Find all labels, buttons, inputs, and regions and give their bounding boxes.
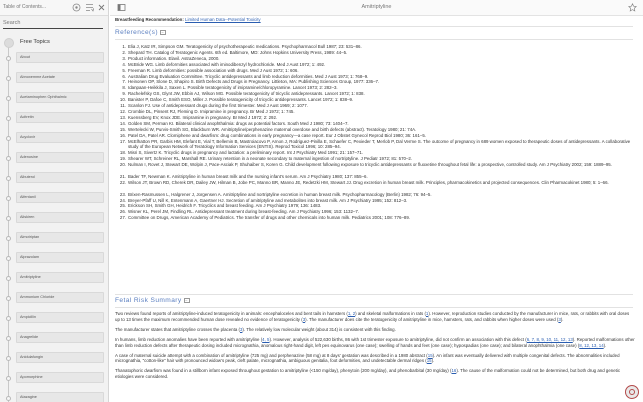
reference-item: 8. Idanpaan-Heikkila J, Saxen L. Possible teratogenicity of imipramine/chloropyramine. Lancet 1973; 2: 282–3. xyxy=(122,85,338,91)
citation-link[interactable]: 4, 5 xyxy=(262,336,270,342)
star-icon[interactable] xyxy=(628,3,637,12)
reference-item: 7. Heinonen OP, Slone D, Shapiro S. Birth Defects and Drugs in Pregnancy. Littleton, MA: Publishing Sciences Group, 1977: 336–7. xyxy=(122,79,380,85)
reference-item: 5. Freeman R. Limb deformities: possible association with drugs. Med J Aust 1972; 1: 606. xyxy=(122,67,299,73)
citation-link[interactable]: 6, 7, 8, 9, 10, 11, 12, 13 xyxy=(526,336,573,342)
floating-action-button[interactable] xyxy=(625,385,639,399)
citation-link[interactable]: 15 xyxy=(426,358,432,364)
toc-item[interactable]: Alprazolam xyxy=(16,252,104,263)
node-dot-icon xyxy=(6,296,11,301)
node-dot-icon xyxy=(6,236,11,241)
toc-item[interactable]: About xyxy=(16,52,104,63)
toc-title: Table of Contents... xyxy=(3,4,47,10)
reference-item: 16. Patel DA, Patel AR. Clomiphene and dwarfism: drug combinations in early pregnancy—a case report. Eur J Obstet Gynecol Reprod Biol 1980; 36: 161–5. xyxy=(119,132,426,138)
toc-item[interactable]: Alfentanil xyxy=(16,192,104,203)
reference-item: 20. Nulman I, Rovet J, Stewart DE, Wolpin J, Pace-Asciak P, Shuhaiber S, Koren G. Child development following exposure to tricyclic antidepressants or fluoxetine throughout fetal life: a prospective, controlled study. Am J Psychiatry 2002; 159: 1889–95. xyxy=(119,162,612,168)
reference-item: 12. Crombie DL, Pinsent RJ, Fleming D. Imipramine in pregnancy. Br Med J 1972; 1: 745. xyxy=(119,108,295,114)
page-title: Amitriptyline xyxy=(361,4,392,10)
toc-item[interactable]: Apomorphine xyxy=(16,372,104,383)
divider xyxy=(115,307,633,308)
toc-item[interactable]: Abnoxemme Acetate xyxy=(16,72,104,83)
reference-item: 1. Elia J, Katz IR, Simpson GM. Teratogenicity of psychotherapeutic medications. Psychopharmacol Bull 1987; 23: 531–86. xyxy=(122,44,362,49)
reference-item: 18. Misri S, Sivertz K. Tricyclic drugs in pregnancy and lactation: a preliminary report. Int J Psychiatry Med 1991; 21: 157–71. xyxy=(119,150,364,156)
divider xyxy=(115,39,633,40)
help-icon xyxy=(629,389,635,395)
toc-item[interactable]: Acitretin xyxy=(16,112,104,123)
reference-item: 22. Wilson JT, Brown RD, Cherek DR, Dailey JW, Hilman B, Jobe PC, Manno BR, Manno JE, Redetzki HM, Stewart JJ. Drug excretion in human breast milk. Principles, pharmacokinetics and projected consequences. Clin Pharmacokinet 1980; 5: 1–66. xyxy=(119,179,609,185)
reference-item: 21. Bader TF, Newman K. Amitriptyline in human breast milk and the nursing infant's serum. Am J Psychiatry 1980; 137: 855–6. xyxy=(119,173,368,179)
divider xyxy=(115,294,633,295)
fetal-paragraph: In humans, limb reduction anomalies have been reported with amitriptyline (4, 5). However, analysis of 522,630 births, 86 with 1st trimester exposure to amitriptyline, did not confirm an association with this defect (6, 7, 8, 9, 10, 11, 12, 13). Reported malformations other than limb reduction defects after therapeutic dosing included micrognathia, anomalous right-hand digit, left pes equinovarus (one case); swelling of hands and feet (one case); hypospadias (one case); and bilateral anophthalmia (one case) (8, 12, 13, 14). xyxy=(115,336,635,348)
references-heading: Reference(s) − xyxy=(115,29,165,36)
node-dot-icon xyxy=(6,156,11,161)
reference-item: 3. Product information. Elavil. AstraZeneca, 2000. xyxy=(122,55,220,61)
fetal-paragraph: A case of maternal suicide attempt with a combination of amitriptyline (725 mg) and perphenazine (58 mg) at 8 days' gestation was described in a 1980 abstract (15). An infant was eventually delivered with multiple congenital defects. The abnormalities included micrognathia, "cotton-like" hair with pronounced widow's peak, cleft palate, micrognathia, ambiguous genitalia, foot deformities, and undetectable dermal ridges (15). xyxy=(115,352,620,364)
table-of-contents-pane xyxy=(0,0,109,402)
references-list xyxy=(115,44,635,221)
document-toolbar xyxy=(110,0,643,16)
toc-item[interactable]: Ammonium Chloride xyxy=(16,292,104,303)
reference-item: 2. Shepard TH. Catalog of Teratogenic Agents. 6th ed. Baltimore, MD: Johns Hopkins University Press, 1989: 44–5. xyxy=(122,49,348,55)
expand-toggle-icon[interactable] xyxy=(4,38,14,48)
bookmark-icon[interactable] xyxy=(72,3,81,12)
toc-item[interactable]: Albuterol xyxy=(16,172,104,183)
citation-link[interactable]: 1, 2 xyxy=(347,311,356,316)
node-dot-icon xyxy=(6,376,11,381)
node-dot-icon xyxy=(6,356,11,361)
reference-item: 13. Kuenssberg EV, Knox JDE. Imipramine in pregnancy. Br Med J 1972; 2: 292. xyxy=(119,114,278,120)
node-dot-icon xyxy=(6,196,11,201)
breastfeeding-link[interactable]: Limited Human Data--Potential Toxicity xyxy=(185,17,261,22)
reference-item: 25. Erickson SH, Smith GH, Heidrich F. Tricyclics and breast feeding. Am J Psychiatry 1979; 136: 1483. xyxy=(119,203,322,209)
fetal-paragraph: The manufacturer states that amitriptyline crosses the placenta (3). The relatively low molecular weight (about 314) is consistent with this finding. xyxy=(115,326,396,332)
reference-item: 17. McElhatton PR, Garbis HM, Elefant E, Vial T, Bellemin B, Mastroiacovo P, Arnon J, Rodriguez-Pinilla E, Schaefer C, Pexieder T, Merlob P, Dal Verme S. The outcome of pregnancy in 689 women exposed to therapeutic doses of antidepressants. A collaborative study of the European Network of Teratology Information Services (ENTIS). Reprod Toxicol 1996; 10: 285–94. xyxy=(119,138,631,150)
toc-item[interactable]: Aliskiren xyxy=(16,212,104,223)
reference-item: 6. Australian Drug Evaluation Committee. Tricyclic antidepressants and limb reduction deformities. Med J Aust 1973; 1: 768–9. xyxy=(122,73,369,79)
toc-item[interactable]: Almotriptan xyxy=(16,232,104,243)
node-dot-icon xyxy=(6,316,11,321)
citation-link[interactable]: 3 xyxy=(558,316,561,322)
reference-item: 14. Golden SM, Perman KI. Bilateral clinical anophthalmia: drugs as potential factors. South Med J 1980; 73: 1404–7. xyxy=(119,120,349,126)
reference-item: 23. Brixen-Rasmussen L, Halgrener J, Jorgensen A. Amitriptyline and nortriptyline excretion in human breast milk. Psychopharmacology (Berlin) 1982; 76: 94–5. xyxy=(119,191,432,197)
search-row xyxy=(0,16,109,30)
document-pane xyxy=(110,0,643,402)
toc-item[interactable]: Acyclovir xyxy=(16,132,104,143)
node-dot-icon xyxy=(6,116,11,121)
search-input[interactable] xyxy=(3,18,103,29)
node-dot-icon xyxy=(6,276,11,281)
node-dot-icon xyxy=(6,176,11,181)
citation-link[interactable]: 1 xyxy=(425,311,429,316)
node-dot-icon xyxy=(6,136,11,141)
citation-link[interactable]: 16 xyxy=(451,368,457,374)
fetal-risk-heading: Fetal Risk Summary − xyxy=(115,297,188,304)
citation-link[interactable]: 8, 12, 13, 14 xyxy=(579,342,604,348)
breastfeeding-recommendation xyxy=(115,17,261,23)
collapse-section-icon[interactable]: − xyxy=(161,30,165,35)
toc-item[interactable]: Ampicillin xyxy=(16,312,104,323)
node-dot-icon xyxy=(6,256,11,261)
citation-link[interactable]: 3 xyxy=(239,326,243,332)
toc-toolbar xyxy=(0,0,109,16)
fetal-paragraph: Two reviews found reports of amitriptyline-induced teratogenicity in animals: encephaloceles and bent tails in hamsters (1, 2) and skeletal malformations in rats (1). However, reproduction studies conducted by the manufacturer in mice, rats, or rabbits with oral doses up to 13 times the maximum recommended human dose revealed no evidence of teratogenicity (3). The manufacturer does cite the teratogenicity of amitriptyline in mice, hamsters, rats, and rabbits when higher doses were used (3). xyxy=(115,311,630,322)
node-dot-icon xyxy=(6,336,11,341)
filter-icon[interactable] xyxy=(85,3,94,12)
node-dot-icon xyxy=(6,396,11,401)
toc-item[interactable]: Atazagine xyxy=(16,392,104,402)
tree-root-label: Free Topics xyxy=(20,39,50,45)
fetal-risk-summary xyxy=(115,311,635,384)
reference-item: 26. Wisner KL, Perel JM, Findling RL. Antidepressant treatment during breast-feeding. Am J Psychiatry 1996; 153: 1132–7. xyxy=(119,209,360,215)
toc-item[interactable]: Anidulafungin xyxy=(16,352,104,363)
toc-item[interactable]: Anagrelide xyxy=(16,332,104,343)
reference-item: 24. Breyer-Pfaff U, Nill K, Entenmann A, Gaertner HJ. Secretion of amitriptyline and metabolites into breast milk. Am J Psychiatry 1995; 152: 812–3. xyxy=(119,197,408,203)
divider xyxy=(115,26,633,27)
reference-item: 4. McBride WG. Limb deformities associated with iminodibenzyl hydrochloride. Med J Aust 1972; 1: 492. xyxy=(122,61,326,67)
citation-link[interactable]: 15 xyxy=(427,352,433,358)
reference-item: 27. Committee on Drugs, American Academy of Pediatrics. The transfer of drugs and other chemicals into human milk. Pediatrics 2001; 108: 776–89. xyxy=(119,215,411,221)
toc-item[interactable]: Adenosine xyxy=(16,152,104,163)
reference-item: 9. Rachelefsky GS, Glynt JW, Ebbin AJ, Wilson MG. Possible teratogenicity of tricyclic antidepressants. Lancet 1972; 1: 838. xyxy=(122,91,365,97)
tree-root-free-topics[interactable] xyxy=(2,37,107,49)
reference-item: 10. Banister P, Dafoe C, Smith ESO, Miller J. Possible teratogenicity of tricyclic antidepressants. Lancet 1972; 1: 838–9. xyxy=(119,97,354,103)
reference-item: 11. Scanlon FJ. Use of antidepressant drugs during the first trimester. Med J Aust 1969; 2: 1077. xyxy=(120,103,308,109)
fetal-paragraph: Thanatophoric dwarfism was found in a stillborn infant exposed throughout gestation to amitriptyline (<150 mg/day), phenytoin (200 mg/day), and phenobarbital (30 mg/day) (16). The cause of the malformation could not be determined, but both drug and genetic etiologies were considered. xyxy=(115,368,621,380)
collapse-section-icon[interactable]: − xyxy=(185,298,188,303)
reference-item: 15. Wertelecki W, Purvis-Smith SG, Blackburn WR. Amitriptyline/perphenazine maternal overdose and birth defects (abstract). Teratology 1980; 21: 74A. xyxy=(119,126,417,132)
toc-item[interactable]: Amitriptyline xyxy=(16,272,104,283)
reference-item: 19. Shearer WT, Schreiner RL, Marshall RE. Urinary retention in a neonate secondary to maternal ingestion of nortriptyline. J Pediatr 1972; 81: 570–2. xyxy=(119,156,413,162)
node-dot-icon xyxy=(6,76,11,81)
toc-item[interactable]: Acetaminophen Ophthalmic xyxy=(16,92,104,103)
citation-link[interactable]: 3 xyxy=(302,316,306,322)
node-dot-icon xyxy=(6,216,11,221)
breastfeeding-label: Breastfeeding Recommendation: xyxy=(115,17,184,22)
node-dot-icon xyxy=(6,56,11,61)
node-dot-icon xyxy=(6,96,11,101)
close-icon[interactable] xyxy=(97,3,106,12)
